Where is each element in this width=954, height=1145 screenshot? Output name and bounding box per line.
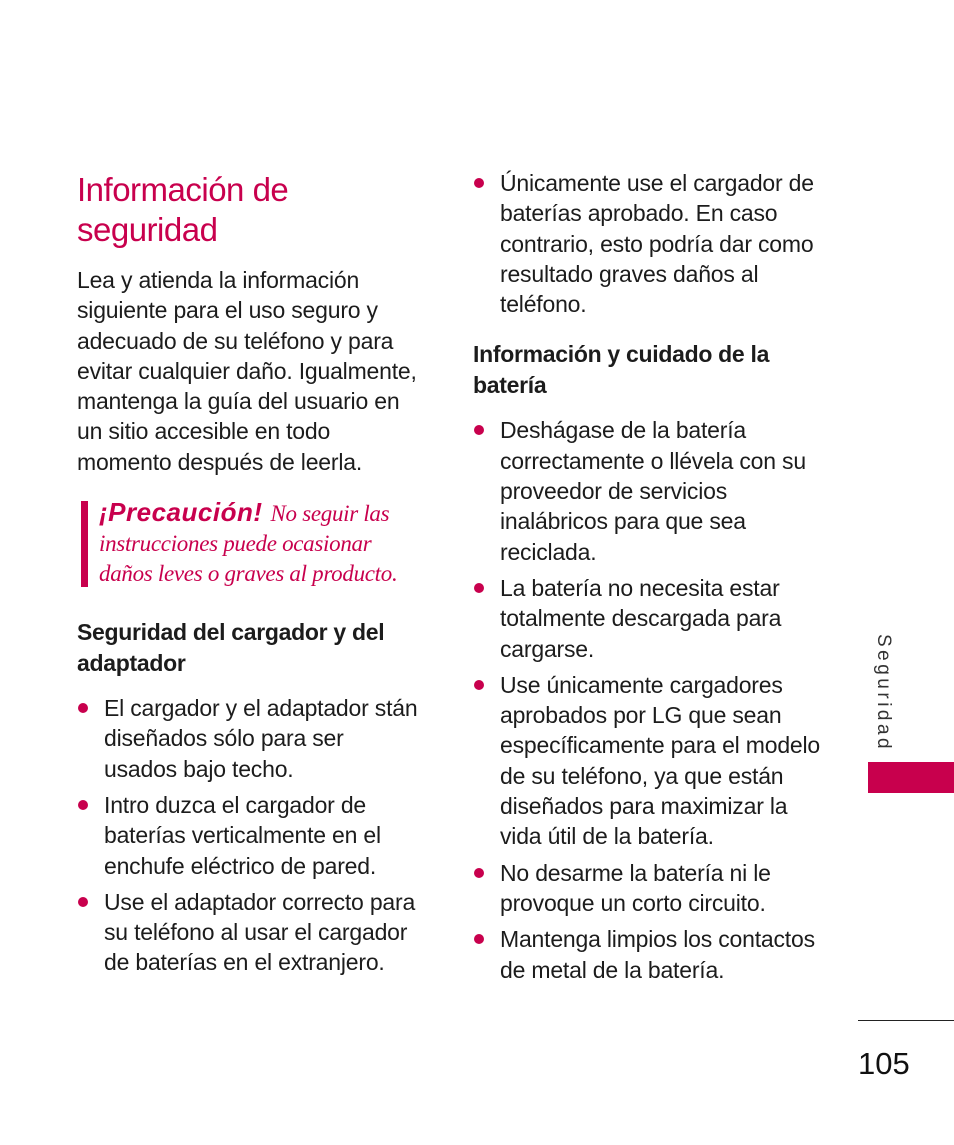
left-column <box>77 170 422 984</box>
bullet-icon <box>474 583 484 593</box>
battery-list <box>473 415 823 984</box>
section-tab-marker <box>868 762 954 793</box>
list-item: Mantenga limpios los contactos de metal de la batería. <box>473 924 823 985</box>
caution-bar <box>81 501 88 587</box>
list-item: La batería no necesita estar totalmente descargada para cargarse. <box>473 573 823 664</box>
charger-continued-list <box>473 168 823 319</box>
bullet-icon <box>474 934 484 944</box>
list-item: Deshágase de la batería correctamente o llévela con su proveedor de servicios inalábricos para que sea reciclada. <box>473 415 823 566</box>
charger-section-heading: Seguridad del cargador y del adaptador <box>77 619 385 677</box>
caution-text: No seguir las instrucciones puede ocasionar daños leves o graves al producto. <box>99 501 398 587</box>
list-item: Intro duzca el cargador de baterías verticalmente en el enchufe eléctrico de pared. <box>77 790 422 881</box>
right-column <box>473 168 823 991</box>
bullet-icon <box>474 425 484 435</box>
list-item: No desarme la batería ni le provoque un corto circuito. <box>473 858 823 919</box>
side-tab-label: Seguridad <box>873 634 894 753</box>
charger-list <box>77 693 422 978</box>
bullet-icon <box>78 897 88 907</box>
page-number-rule <box>858 1020 954 1021</box>
caution-box <box>77 497 422 589</box>
bullet-icon <box>78 703 88 713</box>
page-number: 105 <box>858 1046 910 1081</box>
page-title: Información de seguridad <box>77 171 289 248</box>
intro-paragraph: Lea y atienda la información siguiente para el uso seguro y adecuado de su teléfono y para evitar cualquier daño. Igualmente, mantenga la guía del usuario en un sitio accesible en todo momento después de leerla. <box>77 267 417 475</box>
bullet-icon <box>474 680 484 690</box>
bullet-icon <box>474 178 484 188</box>
battery-section-heading: Información y cuidado de la batería <box>473 341 770 399</box>
list-item: El cargador y el adaptador stán diseñados sólo para ser usados bajo techo. <box>77 693 422 784</box>
bullet-icon <box>78 800 88 810</box>
bullet-icon <box>474 868 484 878</box>
caution-label: ¡Precaución! <box>99 497 263 528</box>
list-item: Únicamente use el cargador de baterías aprobado. En caso contrario, esto podría dar como resultado graves daños al teléfono. <box>473 168 823 319</box>
list-item: Use el adaptador correcto para su teléfono al usar el cargador de baterías en el extranjero. <box>77 887 422 978</box>
list-item: Use únicamente cargadores aprobados por LG que sean específicamente para el modelo de su teléfono, ya que están diseñados para maximizar la vida útil de la batería. <box>473 670 823 852</box>
